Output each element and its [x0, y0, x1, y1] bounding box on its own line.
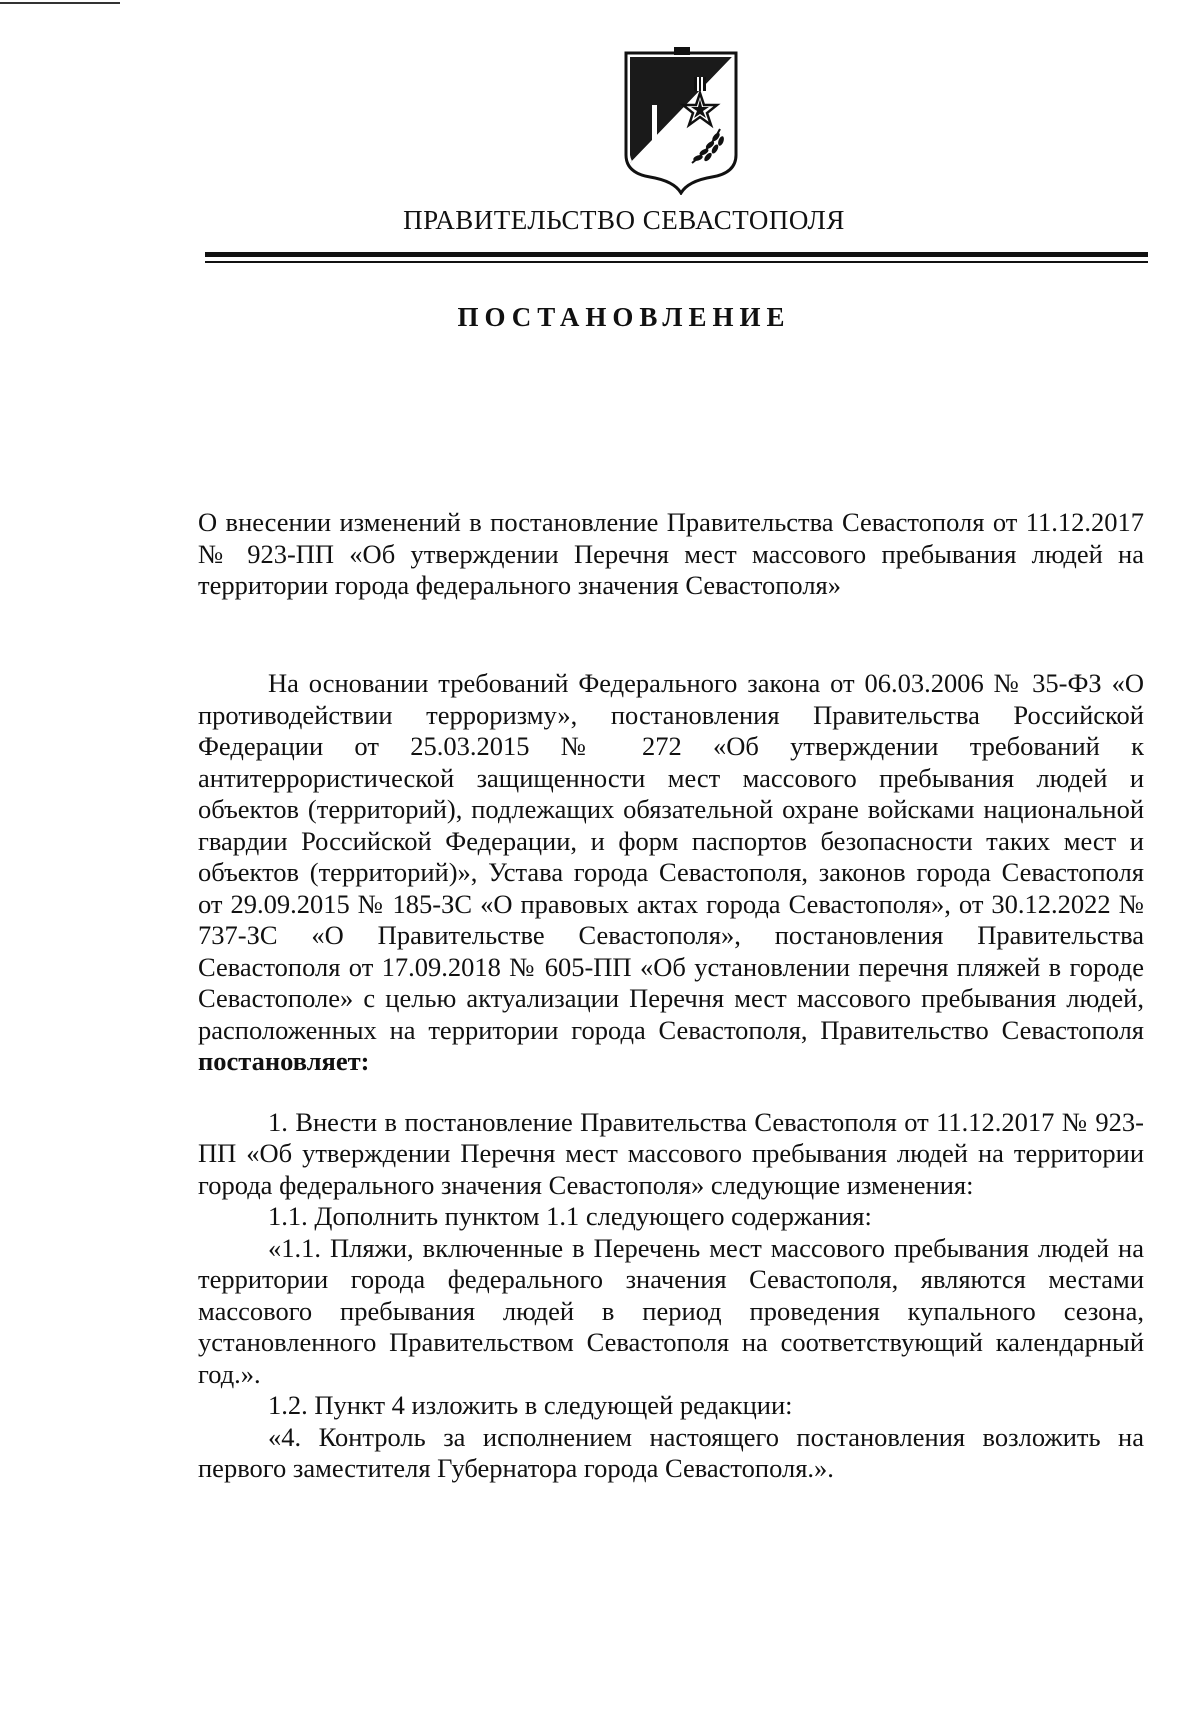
document-body [198, 668, 1144, 1485]
document-type-heading: ПОСТАНОВЛЕНИЕ [457, 302, 791, 332]
scan-edge-mark [0, 2, 120, 4]
header-rule-thin [205, 261, 1148, 263]
sevastopol-coat-of-arms-emblem [622, 45, 740, 195]
organization-name: ПРАВИТЕЛЬСТВО СЕВАСТОПОЛЯ [403, 205, 845, 235]
item-1-2-content: «4. Контроль за исполнением настоящего постановления возложить на первого заместителя Губернатора города Севастополя.». [198, 1421, 1144, 1483]
item-1: 1. Внести в постановление Правительства Севастополя от 11.12.2017 № 923-ПП «Об утверждении Перечня мест массового пребывания людей на территории города федерального значения Севастополя» следующие изменения: [198, 1106, 1144, 1200]
decree-word: постановляет: [198, 1046, 370, 1076]
preamble-paragraph [198, 668, 1144, 1078]
document-title-block [198, 507, 1144, 602]
paragraph-spacer [198, 1078, 1144, 1107]
item-1-1: 1.1. Дополнить пунктом 1.1 следующего содержания: [268, 1201, 872, 1231]
header-rule-thick [205, 252, 1148, 257]
item-1-1-content: «1.1. Пляжи, включенные в Перечень мест массового пребывания людей на территории города федерального значения Севастополя, являются местами массового пребывания людей в период проведения купального сезона, установленного Правительством Севастополя на соответствующий календарный год.». [198, 1232, 1144, 1389]
document-title: О внесении изменений в постановление Правительства Севастополя от 11.12.2017 № 923-ПП «Об утверждении Перечня мест массового пребывания людей на территории города федерального значения Севастополя» [198, 507, 1144, 600]
preamble-text: На основании требований Федерального закона от 06.03.2006 № 35-ФЗ «О противодействии терроризму», постановления Правительства Российской Федерации от 25.03.2015 № 272 «Об утверждении требований к антитеррористической защищенности мест массового пребывания людей и объектов (территорий), подлежащих обязательной охране войсками национальной гвардии Российской Федерации, и форм паспортов безопасности таких мест и объектов (территорий)», Устава города Севастополя, законов города Севастополя от 29.09.2015 № 185-ЗС «О правовых актах города Севастополя», от 30.12.2022 № 737-ЗС «О Правительстве Севастополя», постановления Правительства Севастополя от 17.09.2018 № 605-ПП «Об установлении перечня пляжей в городе Севастополе» с целью актуализации Перечня мест массового пребывания людей, расположенных на территории города Севастополя, Правительство Севастополя [198, 668, 1144, 1045]
item-1-2: 1.2. Пункт 4 изложить в следующей редакции: [268, 1390, 793, 1420]
